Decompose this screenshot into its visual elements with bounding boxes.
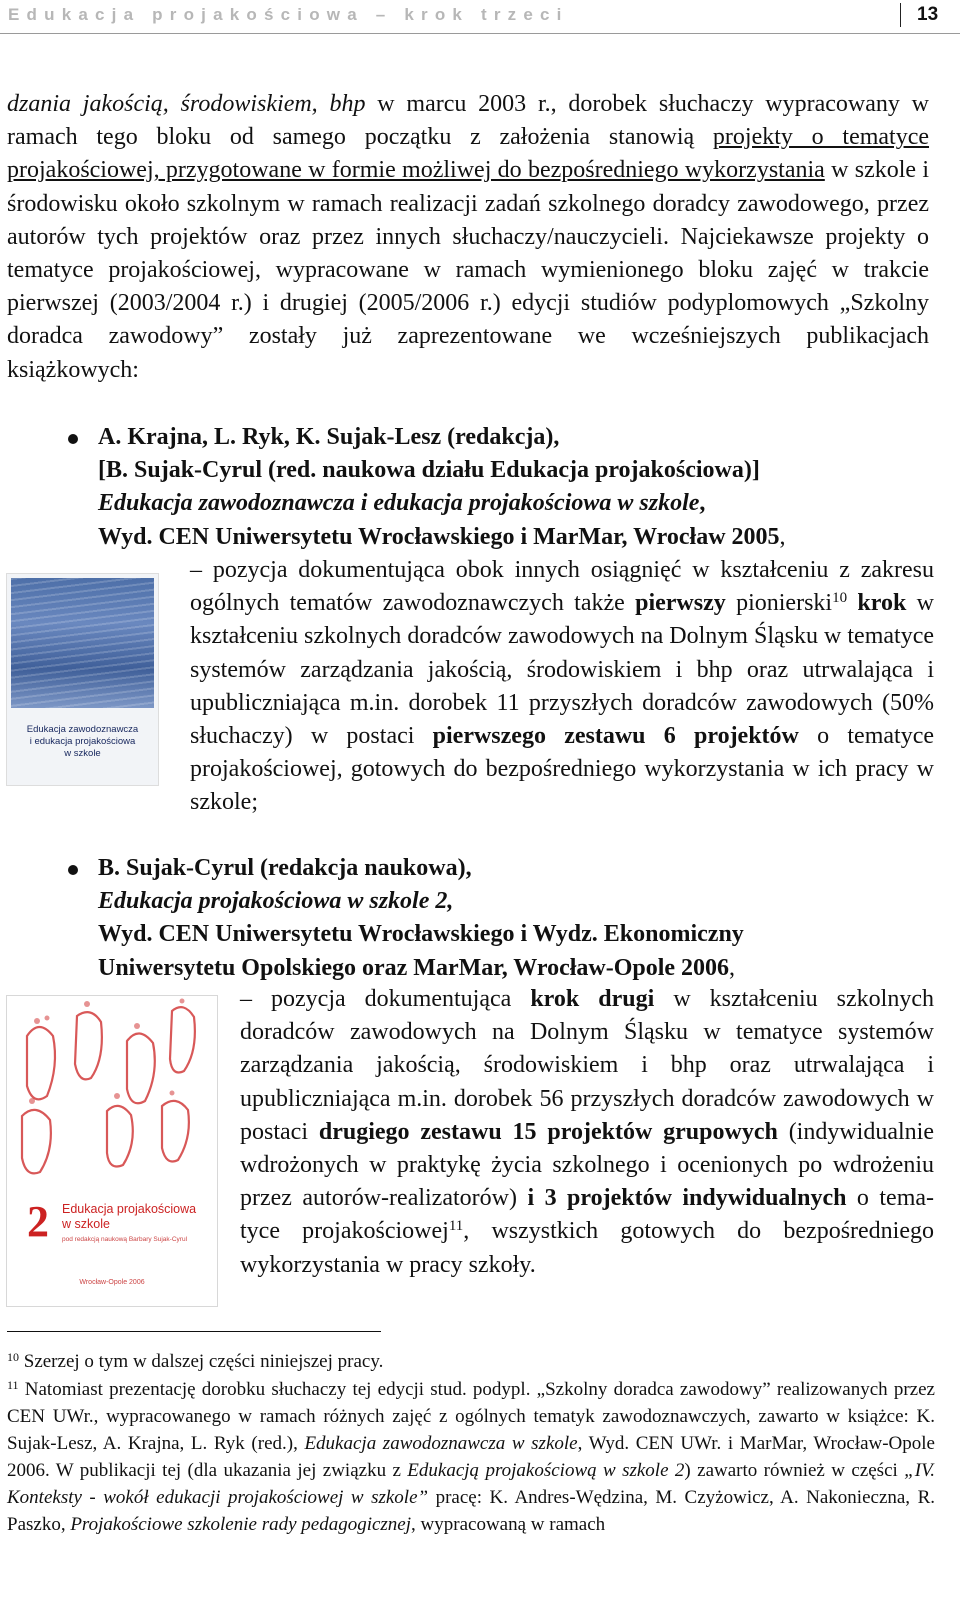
bibliography-entry-1 [98, 421, 933, 554]
intro-paragraph [7, 88, 929, 387]
cover2-footprints-art [7, 996, 217, 1196]
footnote-11-italic-4: Projakościowe szkolenie rady pedagogicznej [70, 1514, 412, 1535]
desc1-text-h: o tematyce projakościowej, gotowych do bezpośredniego wykorzystania w ich pracy w szkole; [190, 723, 934, 816]
footnote-10 [7, 1348, 935, 1375]
cover2-number: 2 [27, 1197, 49, 1246]
footnote-10-number: 10 [7, 1350, 19, 1364]
desc1-bold-a: pierwszy [635, 590, 726, 617]
intro-text-b: w szkole i środowisku około szkolnym w ramach realizacji zadań szkolnego doradcy zawodowego, przez autorów tych projektów oraz przez innych słuchaczy/nauczycieli. Najciekawsze projekty o tematyce projakościowej, wypracowane w ramach wymienionego bloku zajęć w trakcie pierwszej (2003/2004 r.) i drugiej (2005/2006 r.) edycji studiów podyplomowych „Szkolny doradca zawodowy” zostały już zaprezentowane we wcześniejszych publikacjach książkowych: [7, 157, 930, 383]
intro-underlined: projekty o tematyce projakościowej, przygotowane w formie możliwej do bezpośredniego wykorzystania [7, 124, 930, 184]
bullet-icon [68, 865, 78, 875]
cover1-title-line3: w szkole [64, 748, 101, 759]
desc2-text-a: – pozycja dokumentująca [240, 986, 531, 1012]
bibliography-entry-2 [98, 852, 933, 985]
desc1-bold-zestaw: pierwszego zestawu 6 projektów [432, 723, 799, 750]
bib2-line4-comma: , [729, 954, 736, 981]
header-rule [0, 33, 960, 34]
footnote-11-text-e: , wypracowaną w ramach [411, 1514, 606, 1535]
footnote-ref-10[interactable]: 10 [832, 590, 848, 607]
footnote-11-italic-3: „IV. Konteksty - wokół edukacji projakościowej w szkole” [7, 1460, 935, 1508]
bib1-publisher: Wyd. CEN Uniwersytetu Wrocławskiego i MarMar, Wrocław 2005 [98, 523, 780, 550]
cover2-place: Wrocław-Opole 2006 [79, 1279, 145, 1286]
cover2-title [62, 1202, 196, 1232]
page-number: 13 [917, 4, 939, 25]
header-title: Edukacja projakościowa – krok trzeci [8, 5, 569, 24]
bib2-line4: Uniwersytetu Opolskiego oraz MarMar, Wrocław-Opole 2006 [98, 954, 730, 981]
desc1-text-a: – pozycja dokumentująca obok innych osiągnięć w kształceniu z zakresu ogólnych tematów zawodoznawczych także [190, 557, 934, 617]
footnote-11-text-c: ) zawarto również w części [684, 1460, 905, 1481]
desc2-text-h: , wszystkich gotowych do bezpośredniego wykorzystania w pracy szkoły. [240, 1218, 934, 1278]
desc1-text-f: w kształceniu szkolnych doradców zawodowych na Dolnym Śląsku w tematyce systemów zarządzania jakością, środowiskiem i bhp oraz utrwalająca i upubliczniająca m.in. dorobek 11 przyszłych doradców zawodowych (50% słuchaczy) w postaci [190, 590, 934, 750]
bibliography-description-1 [190, 554, 934, 820]
desc2-bold-zestaw: drugiego zestawu 15 projektów grupowych [318, 1118, 778, 1145]
footnote-11-italic-2: Edukacją projakościową w szkole 2 [407, 1460, 685, 1481]
footnote-11 [7, 1376, 935, 1538]
book-cover-image-2 [6, 995, 218, 1307]
desc2-text-c: w kształceniu szkolnych doradców zawodowych na Dolnym Śląsku w tematyce systemów zarządzania jakością, środowiskiem i bhp oraz utrwalająca i upubliczniająca m.in. dorobek 56 przyszłych doradców zawodowych w postaci [240, 986, 934, 1145]
bib1-publisher-comma: , [779, 523, 786, 550]
desc2-text-e: (indywidualnie wdrożonych w praktykę życia szkolnego i ocenionych po wdrożeniu przez autorów-realizatorów) [240, 1118, 934, 1212]
intro-text-a: w marcu 2003 r., dorobek słuchaczy wypracowany w ramach tego bloku od samego początku z założenia stanowią [7, 91, 929, 151]
footnote-11-text-a: Natomiast prezentację dorobku słuchaczy tej edycji stud. podypl. „Szkolny doradca zawodowy” realizowanych przez CEN UWr., wypracowanego w ramach różnych zajęć z ogólnych tematyk zawodoznawczych, zawarto w książce: K. Sujak-Lesz, A. Krajna, L. Ryk (red.), [7, 1379, 935, 1454]
footnote-11-italic-1: Edukacja zawodoznawcza w szkole [304, 1433, 578, 1454]
book-cover-image-1 [6, 573, 159, 786]
desc2-bold-krok-drugi: krok drugi [530, 986, 655, 1012]
header-separator [900, 3, 901, 27]
cover1-sea-photo [11, 578, 154, 708]
bib2-line3: Wyd. CEN Uniwersytetu Wrocławskiego i Wydz. Ekonomiczny [98, 921, 744, 948]
footnote-10-text: Szerzej o tym w dalszej części niniejszej pracy. [19, 1351, 384, 1372]
desc2-bold-indywidualne: i 3 projektów indywidualnych [527, 1185, 847, 1212]
footnote-11-number: 11 [7, 1378, 19, 1392]
bib1-line2: [B. Sujak-Cyrul (red. naukowa działu Edukacja projakościowa)] [98, 457, 760, 484]
footnote-11-text-d: pracę: K. Andres-Wędzina, M. Czyżowicz, A. Nakonieczna, R. Paszko, [7, 1487, 935, 1535]
desc1-bold-krok: krok [857, 590, 907, 617]
desc1-text-c: pionierski [725, 590, 833, 617]
footnote-separator [7, 1331, 381, 1332]
bibliography-description-2 [240, 983, 934, 1282]
cover1-title [13, 724, 152, 760]
desc2-text-g: o tematyce projakościowej [240, 1185, 935, 1245]
desc1-space [847, 590, 857, 616]
cover1-title-line2: i edukacja projakościowa [29, 736, 136, 747]
cover2-title-line1: Edukacja projakościowa [62, 1202, 197, 1216]
cover2-title-line2: w szkole [62, 1217, 110, 1231]
bib2-title: Edukacja projakościowa w szkole 2, [98, 888, 454, 915]
cover1-title-line1: Edukacja zawodoznawcza [26, 724, 139, 735]
cover2-subtitle: pod redakcją naukową Barbary Sujak-Cyrul [62, 1236, 188, 1243]
bib2-line1: B. Sujak-Cyrul (redakcja naukowa), [98, 855, 472, 881]
bib1-line1: A. Krajna, L. Ryk, K. Sujak-Lesz (redakcja), [98, 424, 560, 450]
footnote-11-text-b: , Wyd. CEN UWr. i MarMar, Wrocław-Opole 2006. W publikacji tej (dla ukazania jej związku z [7, 1433, 935, 1481]
footnote-ref-11[interactable]: 11 [448, 1218, 464, 1235]
bullet-icon [68, 434, 78, 444]
intro-italic: dzania jakością, środowiskiem, bhp [7, 91, 366, 117]
running-header [0, 0, 960, 34]
bib1-title-comma: , [699, 490, 706, 517]
bib1-title: Edukacja zawodoznawcza i edukacja projakościowa w szkole [98, 490, 700, 517]
